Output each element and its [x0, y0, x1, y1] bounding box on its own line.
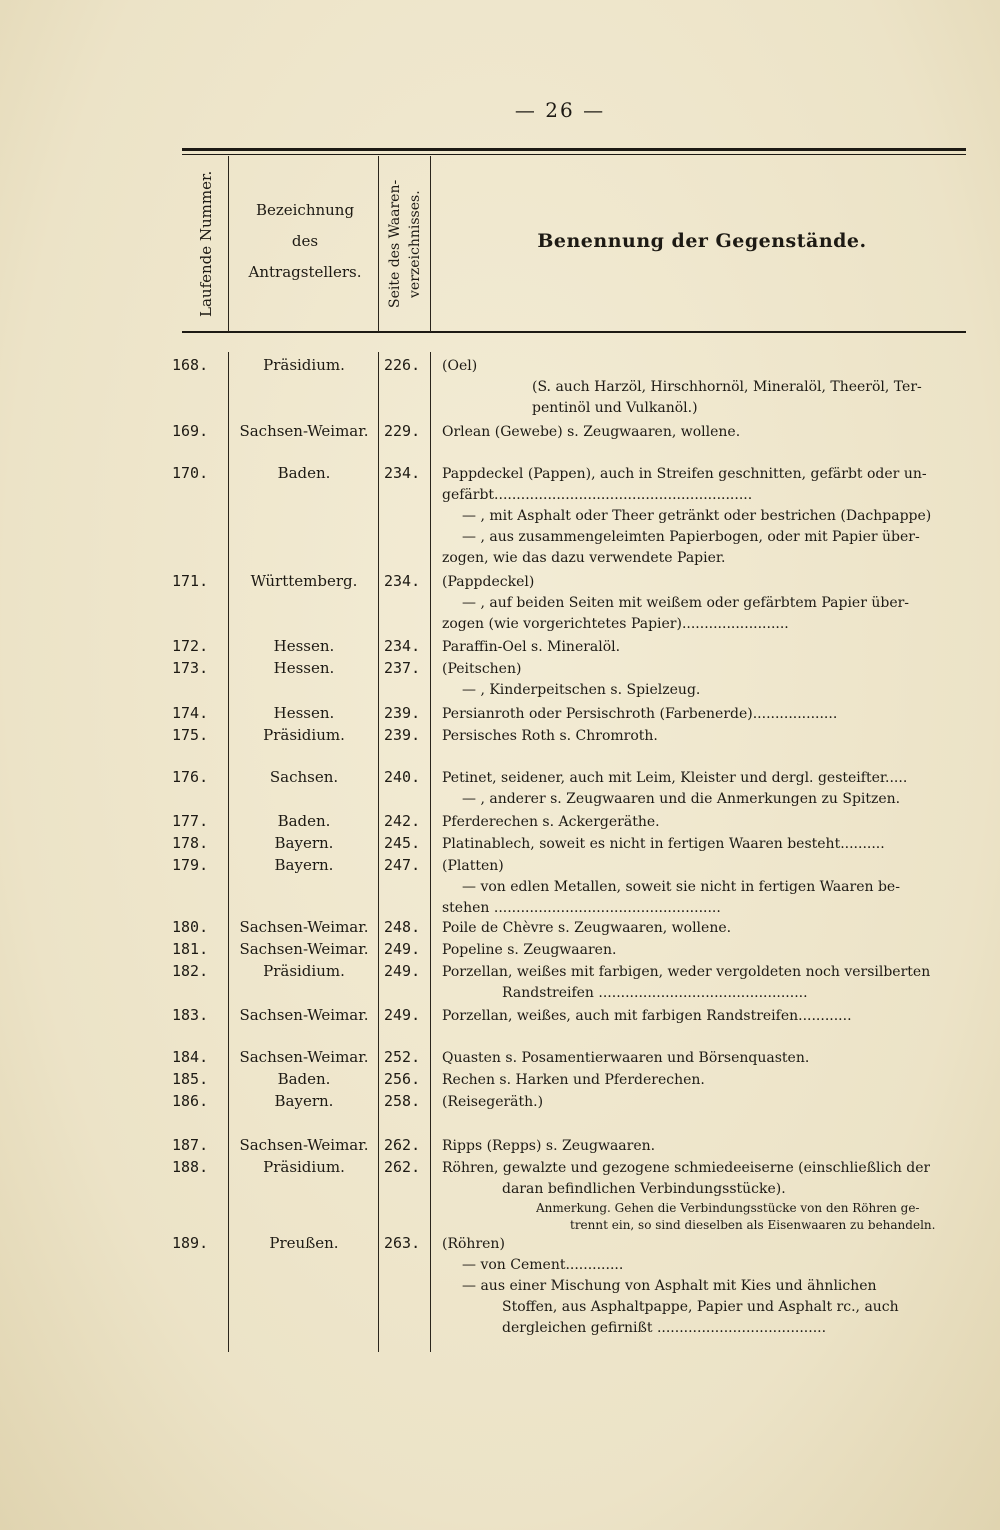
entry-applicant: Baden.: [277, 1070, 331, 1088]
entry-description-line: Pappdeckel (Pappen), auch in Streifen geschnitten, gefärbt oder un-: [442, 466, 927, 482]
header-applicant-column: [230, 195, 380, 288]
entry-applicant: Württemberg.: [250, 572, 358, 590]
entry-number: 185.: [172, 1070, 209, 1088]
header-page-column: Seite des Waaren-verzeichnisses.: [387, 179, 423, 309]
entry-description-line: zogen (wie vorgerichtetes Papier)........................: [442, 616, 789, 632]
entry-applicant: Hessen.: [273, 704, 335, 722]
entry-description-line: Orlean (Gewebe) s. Zeugwaaren, wollene.: [442, 424, 741, 440]
entry-description-line: — von Cement.............: [462, 1257, 624, 1273]
header-bottom-rule: [182, 331, 966, 333]
entry-description-line: Porzellan, weißes mit farbigen, weder vergoldeten noch versilberten: [442, 964, 931, 980]
entry-number: 184.: [172, 1048, 209, 1066]
entry-applicant: Bayern.: [274, 856, 334, 874]
entry-description-line: Petinet, seidener, auch mit Leim, Kleister und dergl. gesteifter.....: [442, 770, 908, 786]
entry-number: 177.: [172, 812, 209, 830]
entry-page: 226.: [384, 356, 421, 374]
entry-description-line: Ripps (Repps) s. Zeugwaaren.: [442, 1138, 656, 1154]
entry-applicant: Sachsen-Weimar.: [239, 1136, 369, 1154]
entry-description-line: Paraffin-Oel s. Mineralöl.: [442, 639, 621, 655]
entry-page: 239.: [384, 726, 421, 744]
entry-number: 182.: [172, 962, 209, 980]
entry-page: 237.: [384, 659, 421, 677]
entry-number: 172.: [172, 637, 209, 655]
entry-description-line: Poile de Chèvre s. Zeugwaaren, wollene.: [442, 920, 732, 936]
header-divider-3: [430, 156, 431, 332]
entry-number: 187.: [172, 1136, 209, 1154]
entry-page: 234.: [384, 572, 421, 590]
entry-description-line: — , Kinderpeitschen s. Spielzeug.: [462, 682, 701, 698]
entry-description-line: (Pappdeckel): [442, 574, 535, 590]
entry-page: 248.: [384, 918, 421, 936]
header-top-rule-thin: [182, 154, 966, 155]
header-number-column: Laufende Nummer.: [197, 170, 215, 318]
entry-description-line: Porzellan, weißes, auch mit farbigen Randstreifen............: [442, 1008, 852, 1024]
entry-applicant: Präsidium.: [263, 726, 345, 744]
entry-description-line: Persisches Roth s. Chromroth.: [442, 728, 658, 744]
entry-description-line: (S. auch Harzöl, Hirschhornöl, Mineralöl, Theeröl, Ter-: [532, 379, 922, 395]
header-top-rule: [182, 148, 966, 151]
entry-page: 240.: [384, 768, 421, 786]
page-number: — 26 —: [514, 98, 606, 122]
entry-applicant: Sachsen-Weimar.: [239, 940, 369, 958]
entry-description-line: (Platten): [442, 858, 504, 874]
entry-page: 229.: [384, 422, 421, 440]
entry-description-line: Randstreifen ...............................................: [502, 985, 808, 1001]
entry-description-line: — , anderer s. Zeugwaaren und die Anmerkungen zu Spitzen.: [462, 791, 901, 807]
header-applicant-line: Antragstellers.: [248, 263, 362, 281]
entry-page: 249.: [384, 962, 421, 980]
entry-applicant: Präsidium.: [263, 356, 345, 374]
entry-number: 175.: [172, 726, 209, 744]
entry-applicant: Preußen.: [269, 1234, 339, 1252]
entry-description-line: Quasten s. Posamentierwaaren und Börsenquasten.: [442, 1050, 810, 1066]
entry-applicant: Sachsen-Weimar.: [239, 1048, 369, 1066]
entry-page: 258.: [384, 1092, 421, 1110]
entry-number: 178.: [172, 834, 209, 852]
entry-page: 252.: [384, 1048, 421, 1066]
entry-page: 234.: [384, 464, 421, 482]
entry-applicant: Sachsen-Weimar.: [239, 918, 369, 936]
entry-number: 173.: [172, 659, 209, 677]
entry-applicant: Hessen.: [273, 659, 335, 677]
entry-page: 249.: [384, 1006, 421, 1024]
entry-applicant: Präsidium.: [263, 962, 345, 980]
entry-number: 169.: [172, 422, 209, 440]
entry-number: 168.: [172, 356, 209, 374]
entry-description-line: dergleichen gefirnißt ......................................: [502, 1320, 827, 1336]
entry-description-line: Persianroth oder Persischroth (Farbenerde)...................: [442, 706, 838, 722]
entry-description-line: — , mit Asphalt oder Theer getränkt oder bestrichen (Dachpappe): [462, 508, 932, 524]
entry-description-line: zogen, wie das dazu verwendete Papier.: [442, 550, 726, 566]
entry-description-line: Stoffen, aus Asphaltpappe, Papier und Asphalt rc., auch: [502, 1299, 899, 1315]
entry-description-line: Pferderechen s. Ackergeräthe.: [442, 814, 660, 830]
entry-description-line: — , aus zusammengeleimten Papierbogen, oder mit Papier über-: [462, 529, 920, 545]
entry-page: 249.: [384, 940, 421, 958]
entry-description-line: Popeline s. Zeugwaaren.: [442, 942, 617, 958]
entry-number: 188.: [172, 1158, 209, 1176]
entry-applicant: Sachsen-Weimar.: [239, 422, 369, 440]
column-divider-2: [378, 352, 379, 1352]
entry-description-line: gefärbt..........................................................: [442, 487, 753, 503]
entry-page: 242.: [384, 812, 421, 830]
entry-description-line: (Reisegeräth.): [442, 1094, 544, 1110]
entry-page: 262.: [384, 1136, 421, 1154]
entry-description-line: — , auf beiden Seiten mit weißem oder gefärbtem Papier über-: [462, 595, 910, 611]
entry-applicant: Hessen.: [273, 637, 335, 655]
entry-number: 181.: [172, 940, 209, 958]
entry-number: 189.: [172, 1234, 209, 1252]
entry-page: 256.: [384, 1070, 421, 1088]
entry-number: 171.: [172, 572, 209, 590]
entry-number: 180.: [172, 918, 209, 936]
entry-description-line: Platinablech, soweit es nicht in fertigen Waaren besteht..........: [442, 836, 885, 852]
entry-description-line: (Peitschen): [442, 661, 522, 677]
column-divider-3: [430, 352, 431, 1352]
entry-page: 239.: [384, 704, 421, 722]
header-applicant-line: Bezeichnung: [255, 201, 355, 219]
entry-number: 174.: [172, 704, 209, 722]
entry-description-line: stehen ...................................................: [442, 900, 721, 916]
entry-applicant: Bayern.: [274, 1092, 334, 1110]
entry-page: 245.: [384, 834, 421, 852]
entry-description-line: — aus einer Mischung von Asphalt mit Kies und ähnlichen: [462, 1278, 877, 1294]
entry-description-line: Röhren, gewalzte und gezogene schmiedeeiserne (einschließlich der: [442, 1160, 931, 1176]
entry-number: 179.: [172, 856, 209, 874]
entry-note-line: trennt ein, so sind dieselben als Eisenwaaren zu behandeln.: [570, 1218, 936, 1232]
entry-number: 176.: [172, 768, 209, 786]
entry-page: 234.: [384, 637, 421, 655]
entry-number: 183.: [172, 1006, 209, 1024]
entry-description-line: daran befindlichen Verbindungsstücke).: [502, 1181, 786, 1197]
header-applicant-line: des: [291, 232, 319, 250]
entry-page: 262.: [384, 1158, 421, 1176]
entry-page: 263.: [384, 1234, 421, 1252]
entry-applicant: Sachsen-Weimar.: [239, 1006, 369, 1024]
entry-description-line: — von edlen Metallen, soweit sie nicht in fertigen Waaren be-: [462, 879, 900, 895]
entry-note-line: Anmerkung. Gehen die Verbindungsstücke von den Röhren ge-: [536, 1201, 920, 1215]
entry-applicant: Sachsen.: [269, 768, 339, 786]
entry-description-line: pentinöl und Vulkanöl.): [532, 400, 698, 416]
entry-number: 186.: [172, 1092, 209, 1110]
header-items-column: Benennung der Gegenstände.: [537, 230, 867, 252]
header-divider-1: [228, 156, 229, 332]
entry-applicant: Baden.: [277, 464, 331, 482]
entry-applicant: Präsidium.: [263, 1158, 345, 1176]
entry-applicant: Bayern.: [274, 834, 334, 852]
entry-description-line: (Oel): [442, 358, 478, 374]
entry-applicant: Baden.: [277, 812, 331, 830]
column-divider-1: [228, 352, 229, 1352]
entry-page: 247.: [384, 856, 421, 874]
entry-number: 170.: [172, 464, 209, 482]
entry-description-line: Rechen s. Harken und Pferderechen.: [442, 1072, 705, 1088]
entry-description-line: (Röhren): [442, 1236, 505, 1252]
